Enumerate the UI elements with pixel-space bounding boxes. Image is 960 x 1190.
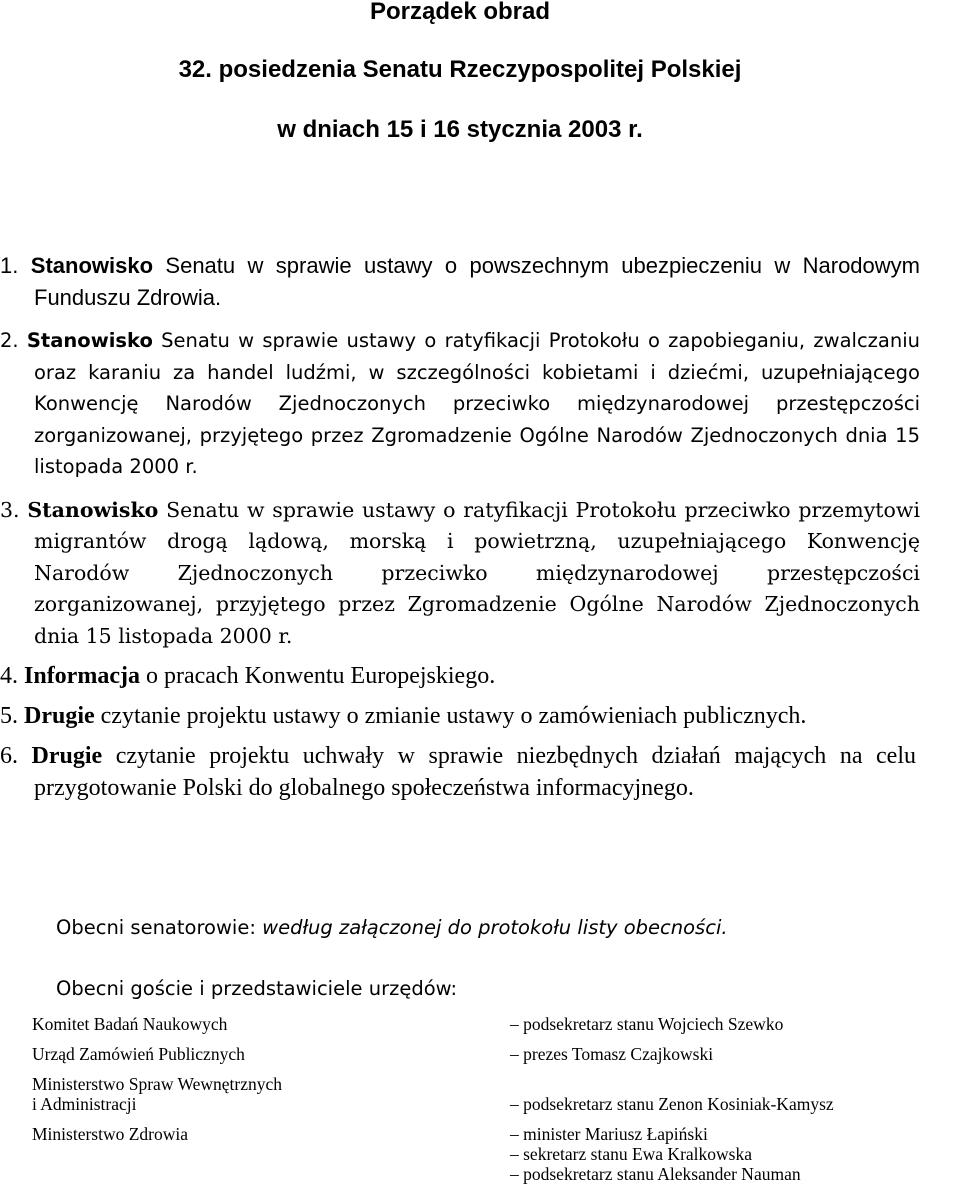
agenda-list xyxy=(0,250,960,804)
guest-role: – podsekretarz stanu Wojciech Szewko xyxy=(510,1014,784,1034)
guest-organization-line: Ministerstwo Spraw Wewnętrznych xyxy=(32,1074,283,1094)
agenda-item-2 xyxy=(0,325,960,483)
agenda-item-text: czytanie projektu uchwały w sprawie niezbędnych działań mających na celu przygotowanie Polski do globalnego społeczeństwa informacyjnego. xyxy=(34,743,916,801)
senators-presence xyxy=(56,916,936,939)
agenda-item-keyword: Informacja xyxy=(24,663,140,689)
guest-organization: Ministerstwo Zdrowia xyxy=(32,1124,189,1144)
agenda-item-number: 2. xyxy=(0,329,19,352)
guest-row xyxy=(32,1124,960,1184)
guest-role: – podsekretarz stanu Aleksander Nauman xyxy=(510,1164,801,1184)
agenda-item-text: Senatu w sprawie ustawy o ratyfikacji Protokołu przeciwko przemytowi migrantów drogą lądową, morską i powietrzną, uzupełniającego Konwencję Narodów Zjednoczonych przeciwko międzynarodowej przestępczości zorganizowanej, przyjętego przez Zgromadzenie Ogólne Narodów Zjednoczonych dnia 15 listopada 2000 r. xyxy=(34,497,920,648)
guest-row xyxy=(32,1074,960,1114)
agenda-item-text: Senatu w sprawie ustawy o ratyfikacji Protokołu o zapobieganiu, zwalczaniu oraz karaniu za handel ludźmi, w szczególności kobietami i dziećmi, uzupełniającego Konwencję Narodów Zjednoczonych przeciwko międzynarodowej przestępczości zorganizowanej, przyjętego przez Zgromadzenie Ogólne Narodów Zjednoczonych dnia 15 listopada 2000 r. xyxy=(34,329,920,478)
guest-organization-line: i Administracji xyxy=(32,1094,137,1114)
agenda-item-4 xyxy=(0,660,960,692)
guests-heading: Obecni goście i przedstawiciele urzędów: xyxy=(56,977,458,1000)
agenda-item-number: 5. xyxy=(0,703,18,729)
session-dates: w dniach 15 i 16 stycznia 2003 r. xyxy=(277,116,643,143)
agenda-item-keyword: Drugie xyxy=(24,703,95,729)
agenda-item-number: 4. xyxy=(0,663,18,689)
guest-row xyxy=(32,1014,960,1034)
page-title: Porządek obrad xyxy=(369,0,551,25)
agenda-item-keyword: Stanowisko xyxy=(27,497,159,522)
agenda-item-number: 3. xyxy=(0,497,20,522)
guest-row xyxy=(32,1044,960,1064)
senators-value: według załączonej do protokołu listy obecności. xyxy=(262,916,728,939)
agenda-item-3 xyxy=(0,495,960,653)
guests-list xyxy=(32,1014,960,1184)
agenda-item-text: Senatu w sprawie ustawy o powszechnym ubezpieczeniu w Narodowym Funduszu Zdrowia. xyxy=(34,253,920,310)
agenda-item-number: 1. xyxy=(0,253,19,278)
agenda-item-6 xyxy=(0,740,960,804)
agenda-item-keyword: Stanowisko xyxy=(26,329,153,352)
senators-label: Obecni senatorowie: xyxy=(56,916,263,939)
guest-role: – minister Mariusz Łapiński xyxy=(510,1124,708,1144)
guest-role: – prezes Tomasz Czajkowski xyxy=(510,1044,714,1064)
guest-organization xyxy=(32,1074,510,1114)
agenda-item-text: o pracach Konwentu Europejskiego. xyxy=(139,663,496,689)
guest-role: – podsekretarz stanu Zenon Kosiniak-Kamysz xyxy=(510,1094,834,1114)
guest-role: – sekretarz stanu Ewa Kralkowska xyxy=(510,1144,752,1164)
agenda-item-5 xyxy=(0,700,960,732)
session-subtitle: 32. posiedzenia Senatu Rzeczypospolitej Polskiej xyxy=(178,56,742,83)
agenda-item-keyword: Stanowisko xyxy=(30,253,154,278)
guest-organization: Urząd Zamówień Publicznych xyxy=(32,1044,245,1064)
agenda-item-1 xyxy=(0,250,960,313)
agenda-item-keyword: Drugie xyxy=(31,743,103,769)
agenda-item-text: czytanie projektu ustawy o zmianie ustawy o zamówieniach publicznych. xyxy=(94,703,807,729)
guest-organization: Komitet Badań Naukowych xyxy=(32,1014,228,1034)
agenda-item-number: 6. xyxy=(0,743,18,769)
